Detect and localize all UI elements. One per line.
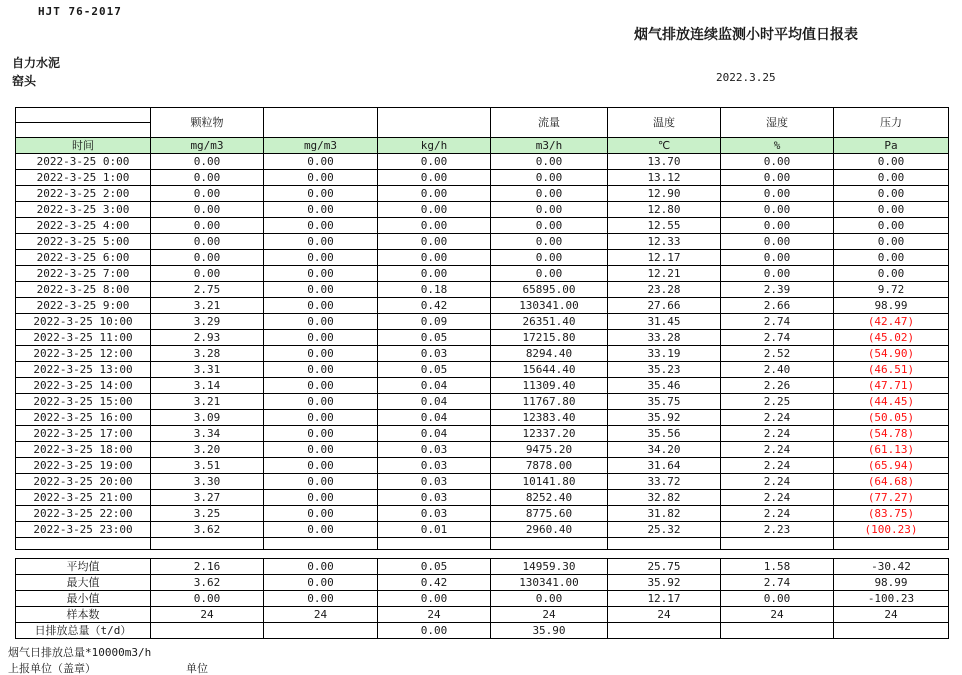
summary-value: 14959.30	[491, 559, 608, 575]
value-cell: 0.05	[378, 330, 491, 346]
empty-cell	[721, 538, 834, 550]
table-row	[16, 314, 949, 330]
value-cell: 17215.80	[491, 330, 608, 346]
table-row	[16, 202, 949, 218]
value-cell: 13.12	[608, 170, 721, 186]
value-cell: 0.00	[378, 202, 491, 218]
summary-value: 130341.00	[491, 575, 608, 591]
value-cell: 65895.00	[491, 282, 608, 298]
summary-row	[16, 623, 949, 639]
value-cell: 10141.80	[491, 474, 608, 490]
summary-value: 0.00	[721, 591, 834, 607]
summary-row	[16, 575, 949, 591]
value-cell: 3.30	[151, 474, 264, 490]
value-cell: 0.00	[264, 202, 378, 218]
summary-value	[608, 623, 721, 639]
value-cell: (54.78)	[834, 426, 949, 442]
value-cell: 12.90	[608, 186, 721, 202]
unit-header: mg/m3	[151, 138, 264, 154]
value-cell: 2.24	[721, 442, 834, 458]
value-cell: 2.25	[721, 394, 834, 410]
summary-value: 0.00	[378, 591, 491, 607]
value-cell: 2960.40	[491, 522, 608, 538]
summary-value	[721, 623, 834, 639]
unit-label: 单位	[186, 662, 208, 675]
summary-value: 0.05	[378, 559, 491, 575]
value-cell: 3.14	[151, 378, 264, 394]
time-cell: 2022-3-25 21:00	[16, 490, 151, 506]
time-cell: 2022-3-25 16:00	[16, 410, 151, 426]
value-cell: 0.00	[491, 266, 608, 282]
station-name: 窑头	[12, 74, 37, 88]
summary-row	[16, 591, 949, 607]
time-cell: 2022-3-25 14:00	[16, 378, 151, 394]
value-cell: 3.31	[151, 362, 264, 378]
company-name: 自力水泥	[12, 56, 61, 70]
value-cell: 0.09	[378, 314, 491, 330]
value-cell: 0.00	[721, 154, 834, 170]
value-cell: 23.28	[608, 282, 721, 298]
empty-cell	[151, 538, 264, 550]
table-row	[16, 234, 949, 250]
unit-row	[16, 138, 949, 154]
measurements-table	[15, 107, 949, 550]
value-cell: (83.75)	[834, 506, 949, 522]
empty-cell	[491, 538, 608, 550]
header-blank-top	[16, 108, 151, 123]
time-cell: 2022-3-25 6:00	[16, 250, 151, 266]
value-cell: 0.00	[834, 202, 949, 218]
time-cell: 2022-3-25 3:00	[16, 202, 151, 218]
summary-value: 24	[151, 607, 264, 623]
value-cell: 12337.20	[491, 426, 608, 442]
summary-value: 3.62	[151, 575, 264, 591]
time-cell: 2022-3-25 0:00	[16, 154, 151, 170]
value-cell: 15644.40	[491, 362, 608, 378]
summary-label: 平均值	[16, 559, 151, 575]
value-cell: (45.02)	[834, 330, 949, 346]
table-row	[16, 378, 949, 394]
value-cell: 2.66	[721, 298, 834, 314]
unit-header: ℃	[608, 138, 721, 154]
table-row	[16, 490, 949, 506]
value-cell: 34.20	[608, 442, 721, 458]
value-cell: 2.93	[151, 330, 264, 346]
value-cell: 26351.40	[491, 314, 608, 330]
value-cell: 0.00	[151, 218, 264, 234]
summary-row	[16, 559, 949, 575]
col-group-humidity: 湿度	[721, 108, 834, 138]
unit-header: kg/h	[378, 138, 491, 154]
empty-cell	[378, 538, 491, 550]
value-cell: 11309.40	[491, 378, 608, 394]
summary-value: 0.00	[264, 559, 378, 575]
value-cell: 0.00	[264, 314, 378, 330]
value-cell: 0.00	[491, 170, 608, 186]
value-cell: 0.00	[721, 218, 834, 234]
value-cell: 0.00	[264, 426, 378, 442]
summary-value	[151, 623, 264, 639]
value-cell: 0.00	[264, 170, 378, 186]
col-group-blank-2	[378, 108, 491, 138]
value-cell: 27.66	[608, 298, 721, 314]
summary-value: 25.75	[608, 559, 721, 575]
summary-value: 2.74	[721, 575, 834, 591]
value-cell: 3.20	[151, 442, 264, 458]
value-cell: 0.00	[834, 266, 949, 282]
value-cell: 0.03	[378, 474, 491, 490]
value-cell: 0.00	[151, 234, 264, 250]
value-cell: 2.74	[721, 314, 834, 330]
value-cell: (50.05)	[834, 410, 949, 426]
value-cell: 0.04	[378, 426, 491, 442]
value-cell: 0.00	[378, 250, 491, 266]
value-cell: 2.24	[721, 458, 834, 474]
value-cell: 0.00	[264, 442, 378, 458]
summary-value: 24	[264, 607, 378, 623]
value-cell: 0.03	[378, 346, 491, 362]
page-title: 烟气排放连续监测小时平均值日报表	[634, 27, 858, 43]
value-cell: 0.00	[264, 410, 378, 426]
value-cell: 0.00	[264, 250, 378, 266]
footer-note: 烟气日排放总量*10000m3/h	[8, 646, 152, 659]
summary-value: 1.58	[721, 559, 834, 575]
time-cell: 2022-3-25 5:00	[16, 234, 151, 250]
value-cell: 0.00	[721, 234, 834, 250]
summary-value: 24	[491, 607, 608, 623]
value-cell: 35.56	[608, 426, 721, 442]
value-cell: 12.33	[608, 234, 721, 250]
summary-value: 0.42	[378, 575, 491, 591]
value-cell: 0.00	[264, 490, 378, 506]
table-row	[16, 330, 949, 346]
value-cell: 0.00	[834, 170, 949, 186]
table-row	[16, 458, 949, 474]
value-cell: 0.00	[264, 522, 378, 538]
value-cell: 35.46	[608, 378, 721, 394]
summary-label: 日排放总量（t/d）	[16, 623, 151, 639]
value-cell: 0.00	[491, 154, 608, 170]
value-cell: 0.00	[264, 362, 378, 378]
summary-value: 98.99	[834, 575, 949, 591]
value-cell: 0.00	[378, 154, 491, 170]
table-row	[16, 506, 949, 522]
value-cell: 0.03	[378, 506, 491, 522]
value-cell: 3.21	[151, 298, 264, 314]
value-cell: 0.00	[378, 266, 491, 282]
col-group-flow: 流量	[491, 108, 608, 138]
empty-cell	[608, 538, 721, 550]
value-cell: 0.00	[491, 186, 608, 202]
summary-value: 0.00	[151, 591, 264, 607]
value-cell: (61.13)	[834, 442, 949, 458]
summary-label: 最大值	[16, 575, 151, 591]
value-cell: 0.00	[264, 282, 378, 298]
table-row	[16, 522, 949, 538]
value-cell: 12.55	[608, 218, 721, 234]
value-cell: (65.94)	[834, 458, 949, 474]
time-cell: 2022-3-25 17:00	[16, 426, 151, 442]
time-cell: 2022-3-25 15:00	[16, 394, 151, 410]
value-cell: 0.00	[491, 218, 608, 234]
table-row	[16, 250, 949, 266]
value-cell: 0.00	[378, 218, 491, 234]
value-cell: 0.00	[264, 234, 378, 250]
value-cell: 0.00	[264, 346, 378, 362]
value-cell: 0.00	[721, 202, 834, 218]
value-cell: 0.00	[721, 170, 834, 186]
table-row	[16, 362, 949, 378]
summary-value: 24	[721, 607, 834, 623]
empty-cell	[16, 538, 151, 550]
value-cell: 2.75	[151, 282, 264, 298]
group-header-row	[16, 108, 949, 123]
value-cell: (100.23)	[834, 522, 949, 538]
summary-table	[15, 558, 949, 639]
summary-label: 最小值	[16, 591, 151, 607]
value-cell: 130341.00	[491, 298, 608, 314]
value-cell: 3.21	[151, 394, 264, 410]
value-cell: 25.32	[608, 522, 721, 538]
time-cell: 2022-3-25 4:00	[16, 218, 151, 234]
value-cell: 0.00	[721, 266, 834, 282]
value-cell: 33.72	[608, 474, 721, 490]
value-cell: 0.00	[264, 394, 378, 410]
summary-value: -100.23	[834, 591, 949, 607]
time-cell: 2022-3-25 13:00	[16, 362, 151, 378]
value-cell: 2.26	[721, 378, 834, 394]
value-cell: 3.62	[151, 522, 264, 538]
summary-value: 24	[834, 607, 949, 623]
value-cell: 3.27	[151, 490, 264, 506]
value-cell: 33.19	[608, 346, 721, 362]
time-cell: 2022-3-25 2:00	[16, 186, 151, 202]
empty-row	[16, 538, 949, 550]
value-cell: 0.00	[834, 250, 949, 266]
value-cell: 31.82	[608, 506, 721, 522]
table-row	[16, 170, 949, 186]
table-row	[16, 154, 949, 170]
value-cell: 0.04	[378, 394, 491, 410]
value-cell: 0.42	[378, 298, 491, 314]
value-cell: (47.71)	[834, 378, 949, 394]
value-cell: 0.00	[264, 154, 378, 170]
time-cell: 2022-3-25 23:00	[16, 522, 151, 538]
value-cell: 2.40	[721, 362, 834, 378]
value-cell: 0.00	[721, 186, 834, 202]
unit-header: m3/h	[491, 138, 608, 154]
doc-code: HJT 76-2017	[38, 5, 122, 18]
value-cell: 0.03	[378, 458, 491, 474]
value-cell: 2.23	[721, 522, 834, 538]
value-cell: 0.00	[834, 218, 949, 234]
value-cell: 11767.80	[491, 394, 608, 410]
value-cell: 0.04	[378, 378, 491, 394]
summary-value	[834, 623, 949, 639]
table-row	[16, 410, 949, 426]
value-cell: (46.51)	[834, 362, 949, 378]
value-cell: (64.68)	[834, 474, 949, 490]
value-cell: 0.00	[378, 170, 491, 186]
summary-value	[264, 623, 378, 639]
value-cell: 12.17	[608, 250, 721, 266]
value-cell: 0.00	[264, 186, 378, 202]
time-header: 时间	[16, 138, 151, 154]
empty-cell	[264, 538, 378, 550]
table-row	[16, 282, 949, 298]
table-row	[16, 218, 949, 234]
value-cell: 8294.40	[491, 346, 608, 362]
report-unit-label: 上报单位（盖章）	[8, 662, 96, 675]
value-cell: 3.29	[151, 314, 264, 330]
value-cell: 0.00	[264, 458, 378, 474]
value-cell: (42.47)	[834, 314, 949, 330]
value-cell: (54.90)	[834, 346, 949, 362]
value-cell: 31.45	[608, 314, 721, 330]
value-cell: 0.00	[491, 202, 608, 218]
value-cell: (44.45)	[834, 394, 949, 410]
time-cell: 2022-3-25 20:00	[16, 474, 151, 490]
table-row	[16, 266, 949, 282]
value-cell: 0.00	[151, 154, 264, 170]
report-date: 2022.3.25	[716, 71, 776, 84]
value-cell: 3.09	[151, 410, 264, 426]
col-group-temperature: 温度	[608, 108, 721, 138]
value-cell: 0.00	[264, 266, 378, 282]
value-cell: 98.99	[834, 298, 949, 314]
table-row	[16, 474, 949, 490]
summary-value: 35.92	[608, 575, 721, 591]
value-cell: 0.00	[264, 218, 378, 234]
value-cell: 12.80	[608, 202, 721, 218]
value-cell: 8252.40	[491, 490, 608, 506]
value-cell: 2.74	[721, 330, 834, 346]
time-cell: 2022-3-25 22:00	[16, 506, 151, 522]
value-cell: 2.24	[721, 426, 834, 442]
value-cell: 32.82	[608, 490, 721, 506]
value-cell: 0.00	[151, 266, 264, 282]
header-blank-bottom	[16, 123, 151, 138]
unit-header: mg/m3	[264, 138, 378, 154]
time-cell: 2022-3-25 12:00	[16, 346, 151, 362]
value-cell: 2.24	[721, 506, 834, 522]
value-cell: 0.00	[151, 170, 264, 186]
time-cell: 2022-3-25 7:00	[16, 266, 151, 282]
value-cell: 0.00	[151, 250, 264, 266]
summary-value: -30.42	[834, 559, 949, 575]
summary-label: 样本数	[16, 607, 151, 623]
empty-cell	[834, 538, 949, 550]
value-cell: 0.00	[834, 234, 949, 250]
value-cell: 33.28	[608, 330, 721, 346]
value-cell: 3.34	[151, 426, 264, 442]
unit-header: Pa	[834, 138, 949, 154]
table-row	[16, 298, 949, 314]
value-cell: 0.00	[378, 234, 491, 250]
col-group-blank-1	[264, 108, 378, 138]
value-cell: 0.00	[491, 250, 608, 266]
value-cell: 0.01	[378, 522, 491, 538]
value-cell: 0.03	[378, 442, 491, 458]
value-cell: 0.00	[264, 330, 378, 346]
table-row	[16, 442, 949, 458]
summary-value: 0.00	[264, 591, 378, 607]
value-cell: 0.00	[151, 186, 264, 202]
value-cell: 3.28	[151, 346, 264, 362]
value-cell: 2.24	[721, 490, 834, 506]
value-cell: 0.18	[378, 282, 491, 298]
time-cell: 2022-3-25 11:00	[16, 330, 151, 346]
summary-value: 12.17	[608, 591, 721, 607]
time-cell: 2022-3-25 1:00	[16, 170, 151, 186]
time-cell: 2022-3-25 10:00	[16, 314, 151, 330]
value-cell: 31.64	[608, 458, 721, 474]
value-cell: 0.00	[721, 250, 834, 266]
summary-value: 24	[608, 607, 721, 623]
summary-value: 24	[378, 607, 491, 623]
value-cell: 12383.40	[491, 410, 608, 426]
value-cell: (77.27)	[834, 490, 949, 506]
value-cell: 0.00	[264, 506, 378, 522]
value-cell: 0.00	[264, 378, 378, 394]
value-cell: 8775.60	[491, 506, 608, 522]
time-cell: 2022-3-25 9:00	[16, 298, 151, 314]
table-row	[16, 346, 949, 362]
col-group-pressure: 压力	[834, 108, 949, 138]
summary-value: 35.90	[491, 623, 608, 639]
value-cell: 3.25	[151, 506, 264, 522]
value-cell: 35.75	[608, 394, 721, 410]
value-cell: 0.00	[491, 234, 608, 250]
summary-row	[16, 607, 949, 623]
table-row	[16, 426, 949, 442]
table-row	[16, 394, 949, 410]
time-cell: 2022-3-25 18:00	[16, 442, 151, 458]
value-cell: 7878.00	[491, 458, 608, 474]
summary-value: 0.00	[491, 591, 608, 607]
time-cell: 2022-3-25 8:00	[16, 282, 151, 298]
value-cell: 0.00	[151, 202, 264, 218]
value-cell: 0.00	[264, 474, 378, 490]
summary-value: 0.00	[264, 575, 378, 591]
value-cell: 2.39	[721, 282, 834, 298]
col-group-particulate: 颗粒物	[151, 108, 264, 138]
unit-header: %	[721, 138, 834, 154]
table-row	[16, 186, 949, 202]
value-cell: 35.23	[608, 362, 721, 378]
summary-value: 0.00	[378, 623, 491, 639]
value-cell: 0.04	[378, 410, 491, 426]
value-cell: 0.00	[264, 298, 378, 314]
value-cell: 9.72	[834, 282, 949, 298]
time-cell: 2022-3-25 19:00	[16, 458, 151, 474]
value-cell: 2.24	[721, 410, 834, 426]
value-cell: 35.92	[608, 410, 721, 426]
value-cell: 12.21	[608, 266, 721, 282]
value-cell: 9475.20	[491, 442, 608, 458]
value-cell: 0.00	[834, 154, 949, 170]
summary-value: 2.16	[151, 559, 264, 575]
value-cell: 0.05	[378, 362, 491, 378]
value-cell: 3.51	[151, 458, 264, 474]
value-cell: 0.03	[378, 490, 491, 506]
value-cell: 0.00	[834, 186, 949, 202]
value-cell: 2.52	[721, 346, 834, 362]
value-cell: 13.70	[608, 154, 721, 170]
value-cell: 0.00	[378, 186, 491, 202]
value-cell: 2.24	[721, 474, 834, 490]
